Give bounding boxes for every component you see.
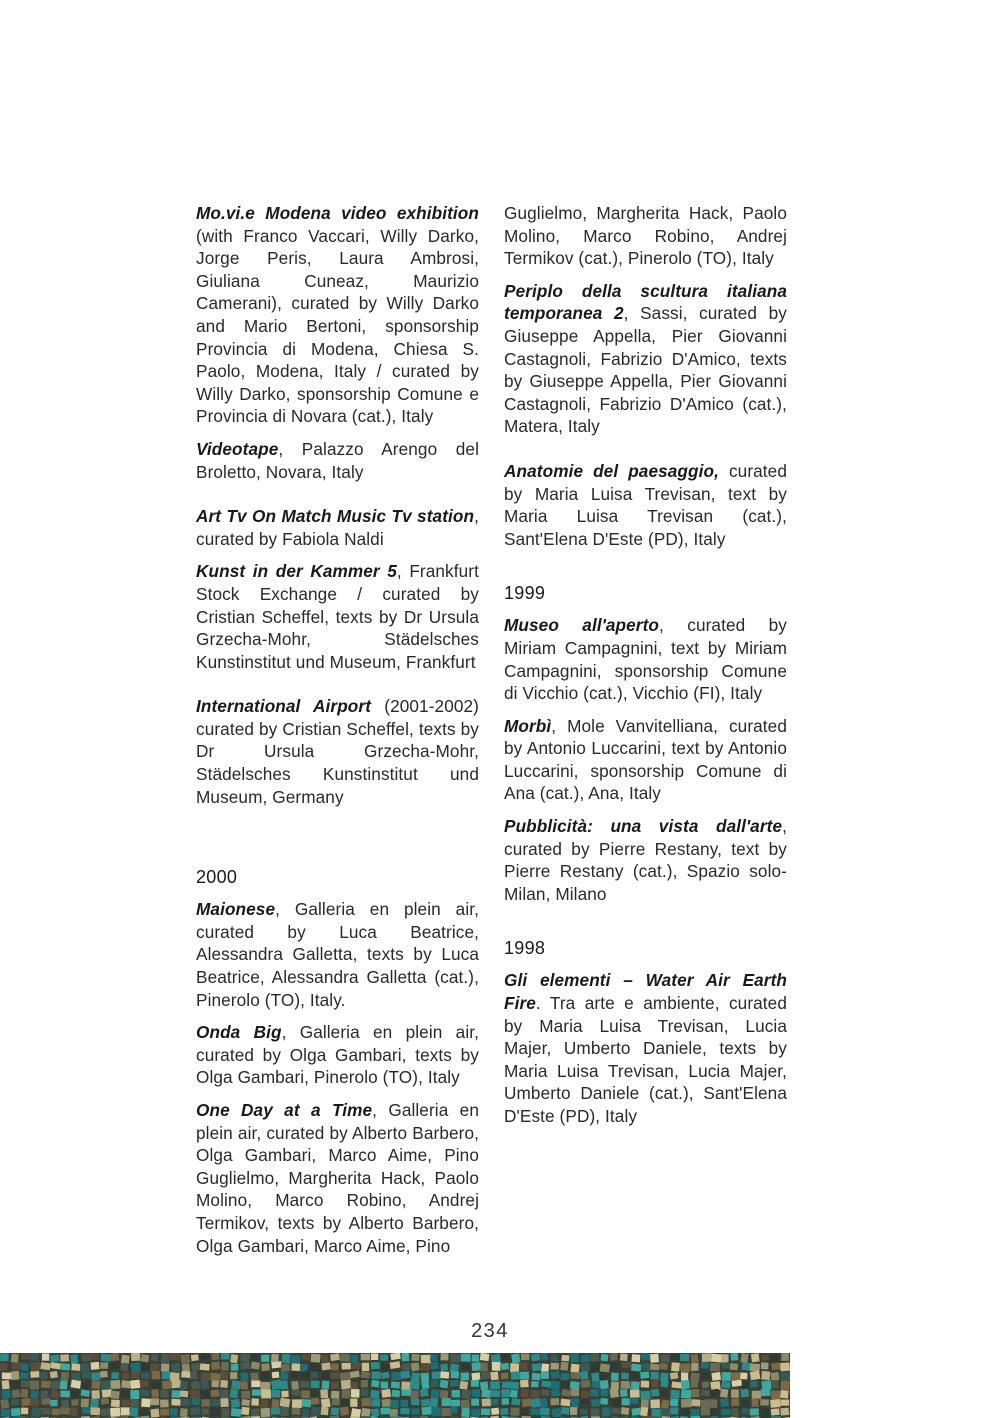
exhibition-entry — [504, 969, 787, 1127]
spacer — [504, 560, 787, 582]
exhibition-entry — [196, 1021, 479, 1089]
exhibition-title: One Day at a Time — [196, 1100, 373, 1120]
exhibition-title: Videotape — [196, 438, 279, 459]
exhibition-details: , Galleria en plein air, curated by Luca Beatrice, Alessandra Galletta, texts by Luca Beatrice, Alessandra Galletta (cat.), Pinerolo (TO), Italy. — [196, 899, 479, 1010]
exhibition-details: curated by Maria Luisa Trevisan, text by Maria Luisa Trevisan (cat.), Sant'Elena D'Este (PD), Italy — [504, 460, 787, 549]
exhibition-title: Art Tv On Match Music Tv station — [196, 506, 475, 527]
exhibition-entry — [504, 715, 787, 805]
exhibition-title: Kunst in der Kammer 5 — [196, 561, 397, 582]
exhibition-entry — [196, 505, 479, 550]
exhibition-title: Anatomie del paesaggio, — [504, 460, 719, 481]
exhibition-entry — [504, 815, 787, 905]
exhibition-details: , Frankfurt Stock Exchange / curated by Cristian Scheffel, texts by Dr Ursula Grzecha-Mohr, Städelsches Kunstinstitut und Museum, Frankfurt — [196, 561, 479, 672]
exhibition-details: (with Franco Vaccari, Willy Darko, Jorge Peris, Laura Ambrosi, Giuliana Cuneaz, Maurizio Camerani), curated by Willy Darko and Mario Bertoni, sponsorship Provincia di Modena, Chiesa S. Paolo, Modena, Italy / curated by Willy Darko, sponsorship Comune e Provincia di Novara (cat.), Italy — [196, 225, 479, 427]
exhibition-details: , Mole Vanvitelliana, curated by Antonio Luccarini, text by Antonio Luccarini, sponsorship Comune di Ana (cat.), Ana, Italy — [504, 715, 787, 804]
spacer — [196, 818, 479, 866]
exhibition-entry — [504, 460, 787, 550]
spacer — [504, 915, 787, 937]
exhibition-entry — [196, 695, 479, 808]
exhibition-entry — [196, 202, 479, 428]
exhibition-details: , Sassi, curated by Giuseppe Appella, Pier Giovanni Castagnoli, Fabrizio D'Amico, texts by Giuseppe Appella, Pier Giovanni Castagnoli, Fabrizio D'Amico (cat.), Matera, Italy — [504, 303, 787, 437]
exhibition-title: Periplo della scultura italiana temporanea 2 — [504, 280, 787, 324]
exhibition-entry — [504, 614, 787, 704]
exhibition-entry — [504, 280, 787, 438]
exhibition-details: , Galleria en plein air, curated by Olga Gambari, texts by Olga Gambari, Pinerolo (TO), Italy — [196, 1022, 479, 1088]
right-column — [504, 202, 787, 1138]
exhibition-entry — [196, 898, 479, 1011]
exhibition-entry-continuation: Guglielmo, Margherita Hack, Paolo Molino, Marco Robino, Andrej Termikov (cat.), Pinerolo (TO), Italy — [504, 203, 787, 269]
exhibition-title: Maionese — [196, 899, 276, 920]
exhibition-title: Morbì — [504, 715, 552, 736]
exhibition-details: . Tra arte e ambiente, curated by Maria Luisa Trevisan, Lucia Majer, Umberto Daniele, texts by Maria Luisa Trevisan, Lucia Majer, Umberto Daniele (cat.), Sant'Elena D'Este (PD), Italy — [504, 993, 787, 1126]
mosaic-decoration-image — [0, 1353, 790, 1418]
exhibition-title: Museo all'aperto — [504, 615, 660, 636]
year-heading: 1999 — [504, 583, 546, 604]
exhibition-details: , curated by Pierre Restany, text by Pierre Restany (cat.), Spazio solo-Milan, Milano — [504, 816, 787, 904]
exhibition-title: Onda Big — [196, 1022, 282, 1043]
exhibition-title: Pubblicità: una vista dall'arte — [504, 816, 783, 837]
exhibition-entry — [196, 1099, 479, 1257]
exhibition-details: , curated by Fabiola Naldi — [196, 506, 479, 549]
exhibition-details: , Palazzo Arengo del Broletto, Novara, Italy — [196, 438, 479, 482]
left-column — [196, 202, 479, 1267]
exhibition-entry — [196, 438, 479, 483]
exhibition-title: Gli elementi – Water Air Earth Fire — [504, 970, 787, 1014]
year-heading: 2000 — [196, 867, 238, 888]
exhibition-title: Mo.vi.e Modena video exhibition — [196, 203, 479, 223]
exhibition-entry — [196, 560, 479, 673]
year-heading: 1998 — [504, 938, 546, 959]
exhibition-details: , Galleria en plein air, curated by Alberto Barbero, Olga Gambari, Marco Aime, Pino Guglielmo, Margherita Hack, Paolo Molino, Marco Robino, Andrej Termikov, texts by Alberto Barbero, Olga Gambari, Marco Aime, Pino — [196, 1100, 479, 1256]
exhibition-details: , curated by Miriam Campagnini, text by Miriam Campagnini, sponsorship Comune di Vicchio (cat.), Vicchio (FI), Italy — [504, 615, 787, 704]
page-number: 234 — [471, 1320, 509, 1342]
exhibition-details: (2001-2002) curated by Cristian Scheffel, texts by Dr Ursula Grzecha-Mohr, Städelsches Kunstinstitut und Museum, Germany — [196, 696, 479, 807]
exhibition-title: International Airport — [196, 696, 372, 717]
